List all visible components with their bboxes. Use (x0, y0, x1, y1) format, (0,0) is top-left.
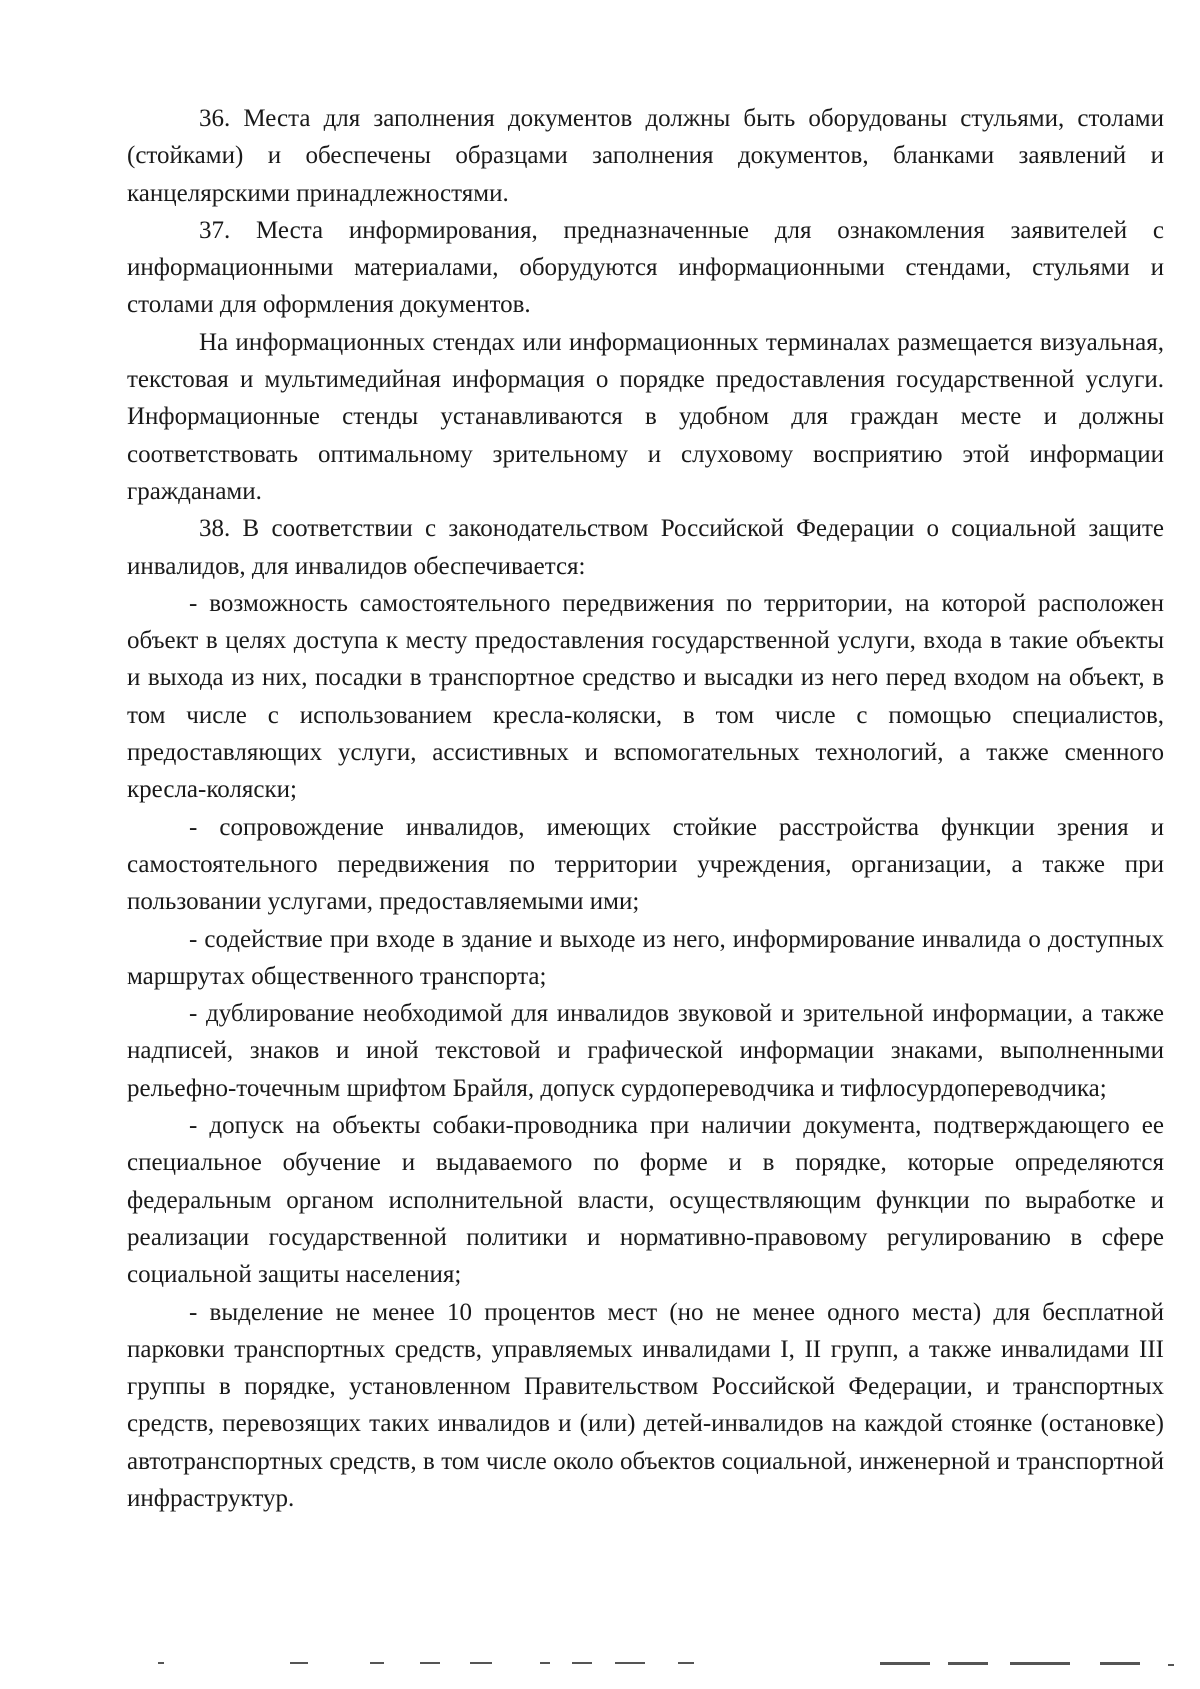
scan-artifact-marks (0, 1650, 1200, 1680)
scan-mark (1168, 1664, 1174, 1666)
scan-mark (572, 1662, 592, 1664)
paragraph-38: 38. В соответствии с законодательством Российской Федерации о социальной защите инвалидов, для инвалидов обеспечивается: (127, 515, 1164, 580)
scan-mark (290, 1662, 308, 1664)
scan-mark (158, 1662, 164, 1664)
paragraph-info-stands: На информационных стендах или информационных терминалах размещается визуальная, текстовая и мультимедийная информация о порядке предоставления государственной услуги. Информационные стенды устанавливаются в удобном для граждан месте и должны соответствовать оптимальному зрительному и слуховому восприятию этой информации гражданами. (127, 328, 1164, 505)
scan-mark (948, 1662, 988, 1665)
scan-mark (1100, 1662, 1140, 1665)
scan-mark (1010, 1662, 1070, 1665)
scan-mark (615, 1662, 645, 1664)
scan-mark (370, 1662, 384, 1664)
list-item-braille: - дублирование необходимой для инвалидов звуковой и зрительной информации, а также надписей, знаков и иной текстовой и графической информации знаками, выполненными рельефно-точечным шрифтом Брайля, допуск сурдопереводчика и тифлосурдопереводчика; (127, 1000, 1164, 1102)
scan-mark (880, 1662, 930, 1665)
paragraph-36: 36. Места для заполнения документов должны быть оборудованы стульями, столами (стойками) и обеспечены образцами заполнения документов, бланками заявлений и канцелярскими принадлежностями. (127, 105, 1164, 207)
scan-mark (420, 1662, 440, 1664)
paragraph-37: 37. Места информирования, предназначенные для ознакомления заявителей с информационными материалами, оборудуются информационными стендами, стульями и столами для оформления документов. (127, 216, 1164, 319)
list-item-entry-assistance: - содействие при входе в здание и выходе из него, информирование инвалида о доступных маршрутах общественного транспорта; (127, 925, 1164, 990)
document-body (127, 100, 1164, 1517)
list-item-mobility: - возможность самостоятельного передвижения по территории, на которой расположен объект в целях доступа к месту предоставления государственной услуги, входа в такие объекты и выхода из них, посадки в транспортное средство и высадки из него перед входом на объект, в том числе с использованием кресла-коляски, в том числе с помощью специалистов, предоставляющих услуги, ассистивных и вспомогательных технологий, а также сменного кресла-коляски; (127, 589, 1164, 804)
scan-mark (678, 1662, 694, 1664)
scan-mark (540, 1662, 550, 1664)
list-item-parking: - выделение не менее 10 процентов мест (но не менее одного места) для бесплатной парковки транспортных средств, управляемых инвалидами I, II групп, а также инвалидами III группы в порядке, установленном Правительством Российской Федерации, и транспортных средств, перевозящих таких инвалидов и (или) детей-инвалидов на каждой стоянке (остановке) автотранспортных средств, в том числе около объектов социальной, инженерной и транспортной инфраструктур. (127, 1298, 1164, 1512)
list-item-guide-dog: - допуск на объекты собаки-проводника при наличии документа, подтверждающего ее специальное обучение и выдаваемого по форме и в порядке, которые определяются федеральным органом исполнительной власти, осуществляющим функции по выработке и реализации государственной политики и нормативно-правовому регулированию в сфере социальной защиты населения; (127, 1112, 1164, 1289)
list-item-escort: - сопровождение инвалидов, имеющих стойкие расстройства функции зрения и самостоятельного передвижения по территории учреждения, организации, а также при пользовании услугами, предоставляемыми ими; (127, 813, 1164, 916)
scan-mark (470, 1662, 492, 1664)
